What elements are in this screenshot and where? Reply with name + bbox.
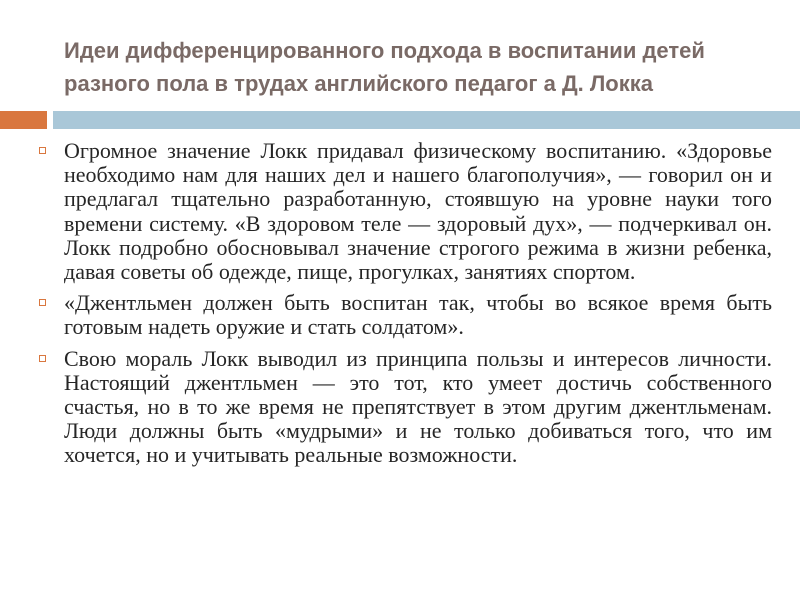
list-item-text: Огромное значение Локк придавал физическому воспитанию. «Здоровье необходимо нам для наших дел и нашего благополучия», — говорил он и предлагал тщательно разработанную, стоявшую на уровне науки того времени систему. «В здоровом теле — здоровый дух», — подчеркивал он. Локк подробно обосновывал значение строгого режима в жизни ребенка, давая советы об одежде, пище, прогулках, занятиях спортом. — [64, 138, 772, 285]
list-item-text: «Джентльмен должен быть воспитан так, чтобы во всякое время быть готовым надеть оружие и стать солдатом». — [64, 290, 772, 340]
bullet-list — [36, 139, 772, 475]
hollow-square-bullet-icon — [39, 355, 46, 362]
title-divider-blue — [53, 111, 800, 129]
list-item — [36, 347, 772, 468]
list-item — [36, 139, 772, 284]
title-divider-orange — [0, 111, 47, 129]
slide-title: Идеи дифференцированного подхода в воспитании детей разного пола в трудах английского педагог а Д. Локка — [64, 38, 705, 96]
hollow-square-bullet-icon — [39, 299, 46, 306]
list-item — [36, 291, 772, 339]
hollow-square-bullet-icon — [39, 147, 46, 154]
list-item-text: Свою мораль Локк выводил из принципа пользы и интересов личности. Настоящий джентльмен — это тот, кто умеет достичь собственного счастья, но в то же время не препятствует в этом другим джентльменам. Люди должны быть «мудрыми» и не только добиваться того, что им хочется, но и учитывать реальные возможности. — [64, 345, 772, 468]
